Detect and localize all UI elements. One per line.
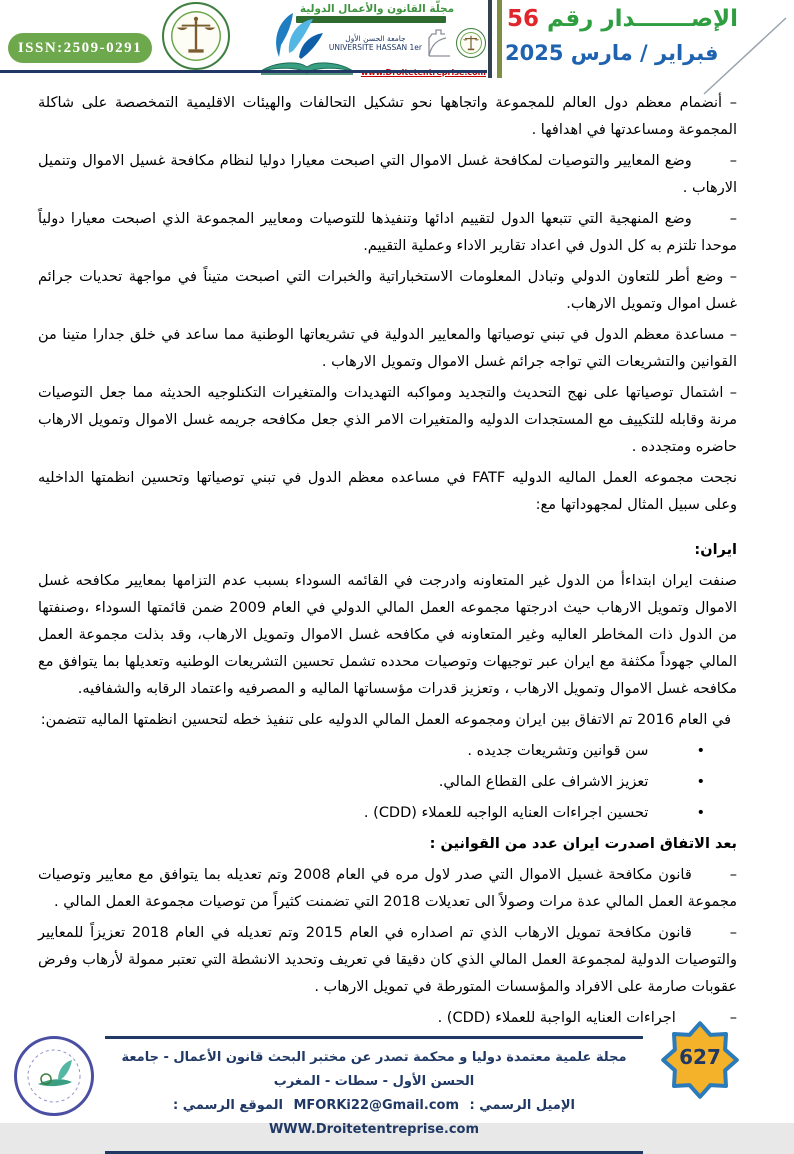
bullet-list-item: • تعزيز الاشراف على القطاع المالي. bbox=[38, 769, 737, 796]
dash-list-item: – وضع المعايير والتوصيات لمكافحة غسل الاموال التي اصبحت معيارا دوليا لنظام مكافحة غسيل الاموال وتنميل الارهاب . bbox=[38, 148, 737, 202]
issue-number: 56 bbox=[507, 6, 540, 32]
dash-list-item: – وضع أطر للتعاون الدولي وتبادل المعلومات الاستخباراتية والخبرات التي اصبحت متيناً في مواجهة تحديات جرائم غسل اموال وتمويل الارهاب. bbox=[38, 264, 737, 318]
footer-journal-line: مجلة علمية معتمدة دوليا و محكمة تصدر عن مختبر البحث قانون الأعمال - جامعة الحسن الأول - سطات - المغرب bbox=[121, 1050, 627, 1089]
issue-block bbox=[505, 6, 790, 65]
footer-info bbox=[105, 1036, 643, 1154]
issn-badge: ISSN:2509-0291 bbox=[8, 33, 152, 63]
research-lab-seal bbox=[162, 2, 230, 70]
iran-paragraph: صنفت ايران ابتداءأ من الدول غير المتعاونه وادرجت في القائمه السوداء بسبب عدم التزامها بمعايير مكافحه غسل الاموال وتمويل الارهاب حيث ادرجتها مجموعه العمل المالي الدولي في العام 2009 ضمن قائمتها السوداء ،وصنفتها من الدول ذات المخاطر العاليه وغير المتعاونه في مكافحه غسل الاموال وتمويل الارهاب، وقد بذلت مجموعة العمل المالي جهوداً مكثفة مع ايران عبر توجيهات وتوصيات محدده تشمل تحسين التشريعات الوطنيه وتعديلها بما يتوافق مع مكافحه غسل الاموال وتمويل الارهاب ، وتعزيز قدرات مؤسساتها الماليه و المصرفيه واعتماد الرقابه والشفافيه. bbox=[38, 573, 737, 697]
journal-logo bbox=[268, 3, 486, 71]
email-address: MFORKi22@Gmail.com bbox=[293, 1098, 460, 1113]
scales-of-justice-icon bbox=[177, 15, 215, 57]
author-stamp bbox=[14, 1036, 94, 1116]
article-body bbox=[38, 90, 737, 1036]
page-number-badge bbox=[652, 1020, 748, 1100]
site-address: WWW.Droitetentreprise.com bbox=[268, 1122, 480, 1137]
separator-bar-olive bbox=[497, 0, 502, 78]
section-heading-iran: ايران: bbox=[694, 542, 737, 558]
journal-title: مجلّة القانون والأعمال الدولية bbox=[299, 3, 455, 15]
page-number: 627 bbox=[679, 1045, 721, 1069]
fatf-paragraph: نجحت مجموعه العمل الماليه الدوليه FATF في مساعده معظم الدول في تبني توصياتها وتحسين انظمتها الداخليه وعلى سبيل المثال لمجهوداتها مع: bbox=[38, 470, 737, 513]
law-list-item: – قانون مكافحة تمويل الارهاب الذي تم اصداره في العام 2015 وتم تعديله في العام 2018 تعزيزاً للمعايير والتوصيات الدولية لمجموعة العمل المالي الذي كان دقيقا في تعريف وتحديد الانشطة التي تعتبر ممولة لأرهاب وفرض عقوبات صارمة على الافراد والمؤسسات المتورطة في تمويل الارهاب . bbox=[38, 920, 737, 1001]
bullet-list-item: • تحسين اجراءات العنايه الواجبه للعملاء (CDD) . bbox=[38, 800, 737, 827]
chart-sketch-icon bbox=[426, 28, 452, 58]
dash-list-item: – مساعدة معظم الدول في تبني توصياتها والمعايير الدولية في تشريعاتها الوطنية مما ساعد في خلق جدارا متينا من القوانين والتشريعات التي تواجه جرائم غسل الاموال وتمويل الارهاب . bbox=[38, 322, 737, 376]
agreement-line: في العام 2016 تم الاتفاق بين ايران ومجموعه العمل المالي الدوليه على تنفيذ خطه لتحسين انظمتها الماليه تتضمن: bbox=[40, 712, 731, 728]
separator-bar-navy bbox=[488, 0, 492, 78]
header-divider-line bbox=[0, 70, 487, 73]
law-list-item: – قانون مكافحة غسيل الاموال التي صدر لاول مره في العام 2008 وتم تعديله بما يتوافق مع معايير وتوصيات مجموعة العمل المالي عدة مرات وصولاً الى تعديلات 2018 التي تضمنت كثيراً من توصيات مجموعة العمل المالي . bbox=[38, 862, 737, 916]
issue-date-line: فبراير / مارس 2025 bbox=[505, 41, 719, 65]
small-seal-icon bbox=[456, 28, 486, 58]
footer-contact-line bbox=[111, 1094, 637, 1142]
stamp-plant-icon bbox=[24, 1046, 84, 1106]
university-name: جامعة الحسن الأول UNIVERSITE HASSAN 1er bbox=[328, 34, 422, 52]
scales-of-justice-icon bbox=[463, 34, 479, 52]
dash-list-item: – اشتمال توصياتها على نهج التحديث والتجديد ومواكبه التهديدات والمتغيرات التكنلوجيه الحديثه مما جعل التوصيات مرنة وقابله للتكييف مع المستجدات الدوليه والمتغيرات الامر الذي جعل مكافحه جريمه غسل الاموال وتمويل الارهاب حاضره ومتجدده . bbox=[38, 380, 737, 461]
dash-list-item: – أنضمام معظم دول العالم للمجموعة واتجاهها نحو تشكيل التحالفات والهيئات الاقليمية التمخصصة على شاكلة المجموعة ومساعدتها في اهدافها . bbox=[38, 90, 737, 144]
email-label: الإميل الرسمي : bbox=[469, 1098, 575, 1113]
issue-prefix: الإصـــــــدار رقم bbox=[547, 6, 739, 32]
bullet-list-item: • سن قوانين وتشريعات جديده . bbox=[38, 738, 737, 765]
laws-heading: بعد الاتفاق اصدرت ايران عدد من القوانين : bbox=[429, 836, 737, 852]
pen-stroke-decoration bbox=[700, 16, 790, 96]
site-label: الموقع الرسمي : bbox=[173, 1098, 283, 1113]
open-book-icon bbox=[259, 55, 355, 77]
law-list-item: – اجراءات العنايه الواجبة للعملاء (CDD) . bbox=[38, 1005, 737, 1032]
dash-list-item: – وضع المنهجية التي تتبعها الدول لتقييم ادائها وتنفيذها للتوصيات ومعايير المجموعة الذي اصبحت معيارا دولياً موحدا تلتزم به كل الدول في اعداد تقارير الاداء وعملية التقييم. bbox=[38, 206, 737, 260]
header-separator bbox=[488, 0, 504, 78]
